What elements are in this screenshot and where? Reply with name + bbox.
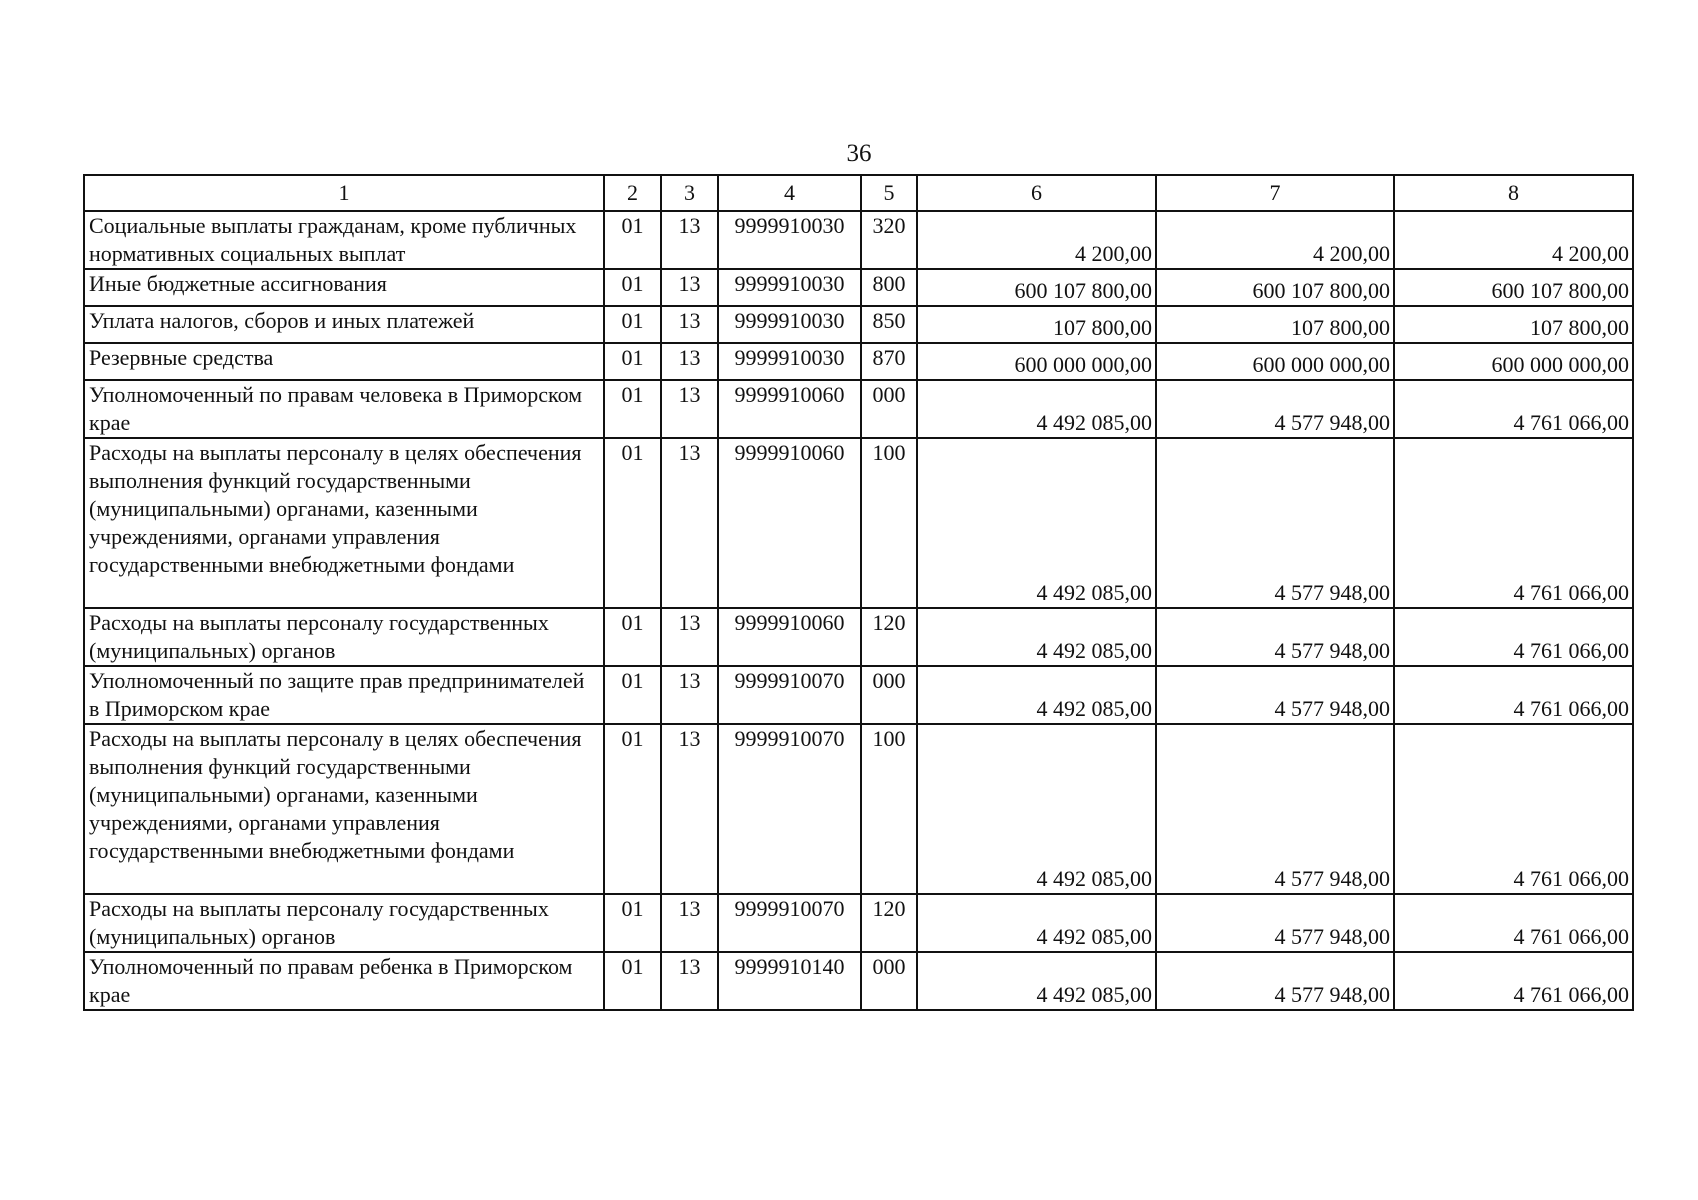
amount-col-6: 4 492 085,00: [917, 380, 1156, 438]
subsection-code: 13: [661, 952, 718, 1010]
amount-col-6: 4 492 085,00: [917, 608, 1156, 666]
section-code: 01: [604, 608, 661, 666]
expense-type-code: 120: [861, 608, 917, 666]
column-header: 8: [1394, 175, 1633, 211]
target-article-code: 9999910030: [718, 343, 861, 380]
expense-name: Расходы на выплаты персоналу государственных (муниципальных) органов: [84, 894, 604, 952]
column-header: 6: [917, 175, 1156, 211]
subsection-code: 13: [661, 306, 718, 343]
column-header: 3: [661, 175, 718, 211]
amount-col-6: 107 800,00: [917, 306, 1156, 343]
amount-col-7: 4 577 948,00: [1156, 438, 1394, 608]
section-code: 01: [604, 211, 661, 269]
expense-type-code: 850: [861, 306, 917, 343]
section-code: 01: [604, 306, 661, 343]
subsection-code: 13: [661, 608, 718, 666]
expense-type-code: 000: [861, 380, 917, 438]
amount-col-7: 4 577 948,00: [1156, 380, 1394, 438]
subsection-code: 13: [661, 724, 718, 894]
subsection-code: 13: [661, 211, 718, 269]
table-row: [84, 952, 1633, 1010]
amount-col-8: 4 761 066,00: [1394, 724, 1633, 894]
table-row: [84, 608, 1633, 666]
expense-name: Расходы на выплаты персоналу в целях обеспечения выполнения функций государственными (муниципальными) органами, казенными учреждениями, органами управления государственными внебюджетными фондами: [84, 438, 604, 608]
page-number: 36: [846, 140, 872, 167]
table-row: [84, 306, 1633, 343]
amount-col-8: 107 800,00: [1394, 306, 1633, 343]
section-code: 01: [604, 380, 661, 438]
expense-name: Социальные выплаты гражданам, кроме публичных нормативных социальных выплат: [84, 211, 604, 269]
target-article-code: 9999910140: [718, 952, 861, 1010]
target-article-code: 9999910060: [718, 380, 861, 438]
table-row: [84, 343, 1633, 380]
subsection-code: 13: [661, 894, 718, 952]
amount-col-8: 4 761 066,00: [1394, 380, 1633, 438]
expense-name: Резервные средства: [84, 343, 604, 380]
target-article-code: 9999910070: [718, 666, 861, 724]
expense-name: Уплата налогов, сборов и иных платежей: [84, 306, 604, 343]
subsection-code: 13: [661, 666, 718, 724]
expense-name: Расходы на выплаты персоналу в целях обеспечения выполнения функций государственными (муниципальными) органами, казенными учреждениями, органами управления государственными внебюджетными фондами: [84, 724, 604, 894]
target-article-code: 9999910060: [718, 438, 861, 608]
amount-col-7: 4 577 948,00: [1156, 894, 1394, 952]
expense-type-code: 000: [861, 666, 917, 724]
amount-col-7: 4 200,00: [1156, 211, 1394, 269]
target-article-code: 9999910030: [718, 306, 861, 343]
expense-type-code: 100: [861, 438, 917, 608]
expense-type-code: 120: [861, 894, 917, 952]
amount-col-7: 600 107 800,00: [1156, 269, 1394, 306]
subsection-code: 13: [661, 380, 718, 438]
table-row: [84, 269, 1633, 306]
amount-col-6: 4 492 085,00: [917, 724, 1156, 894]
amount-col-8: 4 761 066,00: [1394, 952, 1633, 1010]
expense-type-code: 320: [861, 211, 917, 269]
amount-col-6: 600 000 000,00: [917, 343, 1156, 380]
amount-col-8: 600 107 800,00: [1394, 269, 1633, 306]
amount-col-8: 4 761 066,00: [1394, 608, 1633, 666]
expense-type-code: 000: [861, 952, 917, 1010]
expense-name: Уполномоченный по защите прав предпринимателей в Приморском крае: [84, 666, 604, 724]
section-code: 01: [604, 952, 661, 1010]
amount-col-6: 4 492 085,00: [917, 894, 1156, 952]
amount-col-6: 600 107 800,00: [917, 269, 1156, 306]
subsection-code: 13: [661, 438, 718, 608]
amount-col-8: 4 761 066,00: [1394, 666, 1633, 724]
section-code: 01: [604, 894, 661, 952]
table-row: [84, 438, 1633, 608]
target-article-code: 9999910060: [718, 608, 861, 666]
amount-col-7: 4 577 948,00: [1156, 608, 1394, 666]
subsection-code: 13: [661, 269, 718, 306]
table-row: [84, 724, 1633, 894]
expense-type-code: 870: [861, 343, 917, 380]
amount-col-7: 107 800,00: [1156, 306, 1394, 343]
budget-table: [83, 174, 1634, 1011]
amount-col-8: 600 000 000,00: [1394, 343, 1633, 380]
section-code: 01: [604, 343, 661, 380]
section-code: 01: [604, 269, 661, 306]
target-article-code: 9999910030: [718, 269, 861, 306]
amount-col-6: 4 200,00: [917, 211, 1156, 269]
amount-col-6: 4 492 085,00: [917, 666, 1156, 724]
amount-col-7: 600 000 000,00: [1156, 343, 1394, 380]
section-code: 01: [604, 666, 661, 724]
table-row: [84, 211, 1633, 269]
amount-col-6: 4 492 085,00: [917, 438, 1156, 608]
column-header: 7: [1156, 175, 1394, 211]
table-header-row: [84, 175, 1633, 211]
column-header: 1: [84, 175, 604, 211]
expense-type-code: 100: [861, 724, 917, 894]
amount-col-8: 4 761 066,00: [1394, 438, 1633, 608]
amount-col-8: 4 200,00: [1394, 211, 1633, 269]
section-code: 01: [604, 438, 661, 608]
expense-name: Уполномоченный по правам человека в Приморском крае: [84, 380, 604, 438]
target-article-code: 9999910070: [718, 724, 861, 894]
amount-col-7: 4 577 948,00: [1156, 724, 1394, 894]
amount-col-7: 4 577 948,00: [1156, 666, 1394, 724]
expense-name: Иные бюджетные ассигнования: [84, 269, 604, 306]
target-article-code: 9999910070: [718, 894, 861, 952]
expense-name: Расходы на выплаты персоналу государственных (муниципальных) органов: [84, 608, 604, 666]
expense-type-code: 800: [861, 269, 917, 306]
column-header: 5: [861, 175, 917, 211]
amount-col-7: 4 577 948,00: [1156, 952, 1394, 1010]
target-article-code: 9999910030: [718, 211, 861, 269]
table-row: [84, 666, 1633, 724]
subsection-code: 13: [661, 343, 718, 380]
amount-col-6: 4 492 085,00: [917, 952, 1156, 1010]
table-row: [84, 380, 1633, 438]
column-header: 2: [604, 175, 661, 211]
expense-name: Уполномоченный по правам ребенка в Приморском крае: [84, 952, 604, 1010]
column-header: 4: [718, 175, 861, 211]
amount-col-8: 4 761 066,00: [1394, 894, 1633, 952]
table-row: [84, 894, 1633, 952]
section-code: 01: [604, 724, 661, 894]
